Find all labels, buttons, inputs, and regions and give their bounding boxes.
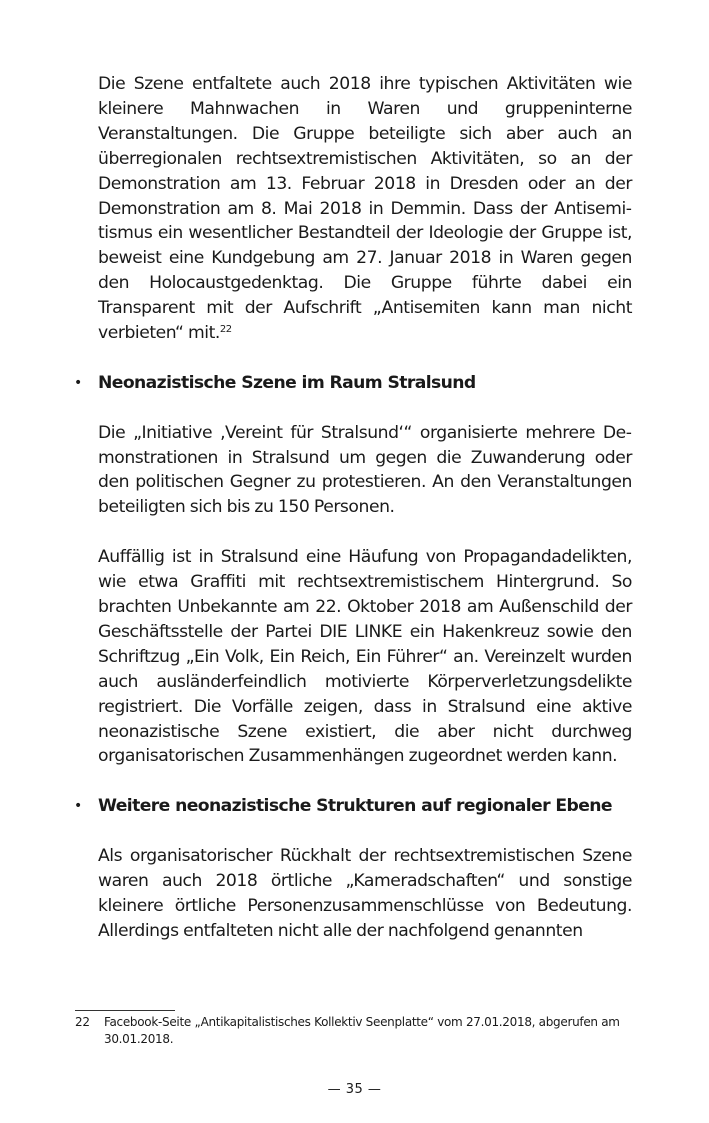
bullet-icon: • bbox=[74, 798, 83, 815]
paragraph-waren-scene bbox=[98, 72, 632, 346]
section-heading-stralsund bbox=[74, 371, 632, 396]
paragraph-kameradschaften: Als organisatorischer Rückhalt der rechtsextremistischen Szene waren auch 2018 örtliche „Kameradschaften“ und sonstige kleinere örtliche Personenzusammenschlüsse von Bedeutung. Allerdings entfalteten nicht alle der nachfolgend genannten bbox=[98, 846, 632, 941]
paragraph-initiative: Die „Initiative ‚Vereint für Stralsund‘“ organisierte mehrere Demonstrationen in Stralsund um gegen die Zuwanderung oder den politischen Gegner zu protestieren. An den Veranstaltungen beteiligten sich bis zu 150 Personen. bbox=[98, 422, 632, 518]
paragraph-propaganda: Auffällig ist in Stralsund eine Häufung von Propagandadelikten, wie etwa Graffiti mit rechtsextremistischem Hintergrund. So brachten Unbekannte am 22. Oktober 2018 am Außenschild der Geschäftsstelle der Partei DIE LINKE ein Hakenkreuz sowie den Schriftzug „Ein Volk, Ein Reich, Ein Führer“ an. Vereinzelt wurden auch ausländerfeindlich motivierte Körperverletzungsdelikte registriert. Die Vorfälle zeigen, dass in Stralsund eine aktive neonazistische Szene existiert, die aber nicht durchweg organisatorischen Zusammenhängen zugeordnet werden kann. bbox=[98, 547, 632, 767]
footnote-divider bbox=[75, 1010, 175, 1011]
footnote-text: Facebook-Seite „Antikapitalistisches Kollektiv Seenplatte“ vom 27.01.2018, abgerufen am 30.01.2018. bbox=[104, 1015, 620, 1046]
footnote-number: 22 bbox=[75, 1015, 90, 1029]
heading-text: Weitere neonazistische Strukturen auf regionaler Ebene bbox=[98, 796, 612, 817]
heading-text: Neonazistische Szene im Raum Stralsund bbox=[98, 372, 476, 393]
section-heading-regional bbox=[74, 794, 632, 819]
footnote-reference: 22 bbox=[219, 324, 232, 336]
bullet-icon: • bbox=[74, 374, 83, 391]
main-content bbox=[74, 72, 632, 944]
page-number: — 35 — bbox=[327, 1082, 382, 1097]
footnote bbox=[75, 1014, 635, 1048]
paragraph-text: Die Szene entfaltete auch 2018 ihre typischen Aktivitäten wie kleinere Mahnwachen in Waren und gruppeninterne Veranstaltungen. Die Gruppe beteiligte sich aber auch an überregionalen rechtsextremistischen Aktivitäten, so an der Demonstration am 13. Februar 2018 in Dresden oder an der Demonstration am 8. Mai 2018 in Demmin. Dass der Antisemitismus ein wesentlicher Bestandteil der Ideologie der Gruppe ist, beweist eine Kundgebung am 27. Januar 2018 in Waren gegen den Holocaustgedenktag. Die Gruppe führte dabei ein Transparent mit der Aufschrift „Antisemiten kann man nicht verbieten“ mit. bbox=[98, 74, 632, 344]
